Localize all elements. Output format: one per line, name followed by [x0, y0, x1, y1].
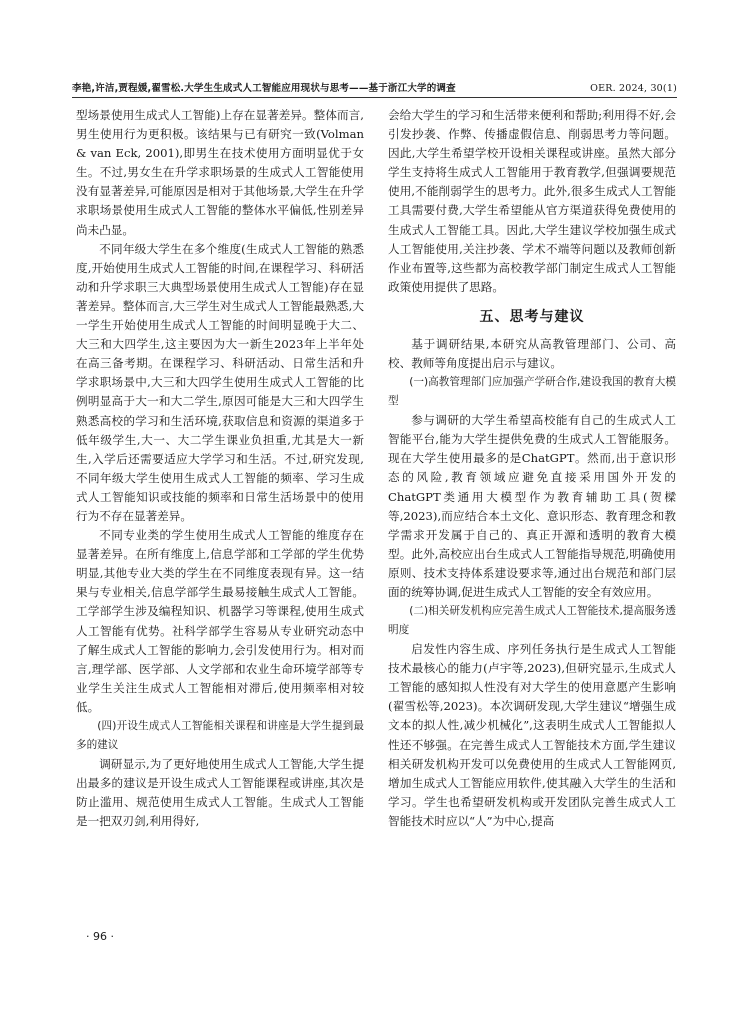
paragraph: 启发性内容生成、序列任务执行是生成式人工智能技术最核心的能力(卢宇等,2023),但研究显示,生成式人工智能的感知拟人性没有对大学生的使用意愿产生影响(翟雪松等,2023)。本次调研发现,大学生建议“增强生成文本的拟人性,减少机械化”,这表明生成式人工智能拟人性还不够强。在完善生成式人工智能技术方面,学生建议相关研发机构开发可以免费使用的生成式人工智能网页,增加生成式人工智能应用软件,使其融入大学生的生活和学习。学生也希望研发机构或开发团队完善生成式人工智能技术时应以“人”为中心,提高 — [388, 642, 676, 828]
paragraph: 不同专业类的学生使用生成式人工智能的维度存在显著差异。在所有维度上,信息学部和工学部的学生优势明显,其他专业大类的学生在不同维度表现有异。这一结果与专业相关,信息学部学生最易接触生成式人工智能。工学部学生涉及编程知识、机器学习等课程,使用生成式人工智能有优势。社科学部学生容易从专业研究动态中了解生成式人工智能的影响力,会引发使用行为。相对而言,理学部、医学部、人文学部和农业生命环境学部等专业学生关注生成式人工智能相对滞后,使用频率相对较低。 — [76, 528, 364, 714]
running-title: 李艳,许洁,贾程媛,翟雪松.大学生生成式人工智能应用现状与思考——基于浙江大学的调查 — [72, 83, 456, 94]
header-rule — [72, 97, 677, 98]
subsection-heading: (一)高教管理部门应加强产学研合作,建设我国的教育大模型 — [388, 376, 676, 408]
left-column — [76, 106, 364, 831]
paragraph: 会给大学生的学习和生活带来便利和帮助;利用得不好,会引发抄袭、作弊、传播虚假信息、削弱思考力等问题。因此,大学生希望学校开设相关课程或讲座。虽然大部分学生支持将生成式人工智能用于教育教学,但强调要规范使用,不能削弱学生的思考力。此外,很多生成式人工智能工具需要付费,大学生希望能从官方渠道获得免费使用的生成式人工智能工具。因此,大学生建议学校加强生成式人工智能使用,关注抄袭、学术不端等问题以及教师创新作业布置等,这些都为高校教学部门制定生成式人工智能政策使用提供了思路。 — [388, 108, 676, 294]
journal-citation: OER. 2024, 30(1) — [590, 83, 677, 94]
paragraph: 基于调研结果,本研究从高教管理部门、公司、高校、教师等角度提出启示与建议。 — [388, 336, 676, 371]
right-column — [388, 106, 676, 831]
paragraph: 参与调研的大学生希望高校能有自己的生成式人工智能平台,能为大学生提供免费的生成式人工智能服务。现在大学生使用最多的是ChatGPT。然而,出于意识形态的风险,教育领域应避免直接采用国外开发的ChatGPT类通用大模型作为教育辅助工具(贺樑等,2023),而应结合本土文化、意识形态、教育理念和教学需求开发属于自己的、真正开源和透明的教育大模型。此外,高校应出台生成式人工智能指导规范,明确使用原则、技术支持体系建设要求等,通过出台规范和部门层面的统筹协调,促进生成式人工智能的安全有效应用。 — [388, 413, 676, 599]
running-header — [72, 76, 677, 94]
paragraph: 不同年级大学生在多个维度(生成式人工智能的熟悉度,开始使用生成式人工智能的时间,在课程学习、科研活动和升学求职三大典型场景使用生成式人工智能)存在显著差异。整体而言,大三学生对生成式人工智能最熟悉,大一学生开始使用生成式人工智能的时间明显晚于大二、大三和大四学生,这主要因为大一新生2023年上半年处在高三备考期。在课程学习、科研活动、日常生活和升学求职场景中,大三和大四学生使用生成式人工智能的比例明显高于大一和大二学生,原因可能是大三和大四学生熟悉高校的学习和生活环境,获取信息和资源的渠道多于低年级学生,大一、大二学生课业负担重,尤其是大一新生,入学后还需要适应大学学习和生活。不过,研究发现,不同年级大学生使用生成式人工智能的频率、学习生成式人工智能知识或技能的频率和日常生活场景中的使用行为不存在显著差异。 — [76, 241, 364, 523]
page-number: · 96 · — [86, 930, 114, 943]
section-heading: 五、思考与建议 — [479, 308, 585, 325]
paragraph: 调研显示,为了更好地使用生成式人工智能,大学生提出最多的建议是开设生成式人工智能课程或讲座,其次是防止滥用、规范使用生成式人工智能。生成式人工智能是一把双刃剑,利用得好, — [76, 757, 364, 829]
subsection-heading: (二)相关研发机构应完善生成式人工智能技术,提高服务透明度 — [388, 605, 676, 637]
subsection-heading: (四)开设生成式人工智能相关课程和讲座是大学生提到最多的建议 — [76, 720, 364, 751]
paragraph: 型场景使用生成式人工智能)上存在显著差异。整体而言,男生使用行为更积极。该结果与已有研究一致(Volman & van Eck, 2001),即男生在技术使用方面明显优于女生。不过,男女生在升学求职场景的生成式人工智能使用没有显著差异,可能原因是相对于其他场景,大学生在升学求职场景使用生成式人工智能的整体水平偏低,性别差异尚未凸显。 — [76, 108, 364, 237]
